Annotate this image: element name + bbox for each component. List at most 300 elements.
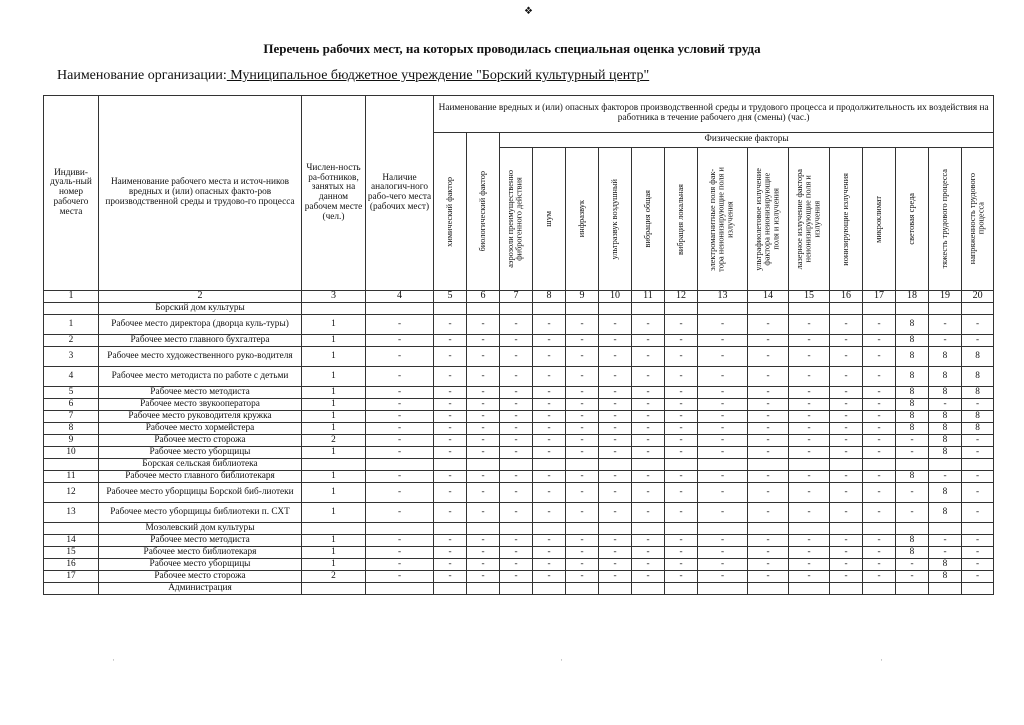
factor-cell: - xyxy=(896,483,929,503)
section-cell xyxy=(789,523,830,535)
row-analog: - xyxy=(366,447,434,459)
factor-cell: - xyxy=(632,423,665,435)
factor-cell: - xyxy=(863,435,896,447)
factor-cell: - xyxy=(434,315,467,335)
column-number: 18 xyxy=(896,291,929,303)
row-number: 15 xyxy=(44,547,99,559)
section-cell xyxy=(632,523,665,535)
factor-header-13: электромагнитные поля фак- тора неионизирующие поля и излучения xyxy=(698,148,748,291)
factor-cell: - xyxy=(748,411,789,423)
section-cell xyxy=(44,523,99,535)
factor-cell: 8 xyxy=(896,347,929,367)
factor-cell: - xyxy=(467,471,500,483)
row-analog: - xyxy=(366,483,434,503)
factor-cell: - xyxy=(929,471,962,483)
row-name: Рабочее место главного библиотекаря xyxy=(99,471,302,483)
factor-cell: - xyxy=(467,447,500,459)
factor-cell: - xyxy=(533,347,566,367)
factor-header-17: микроклимат xyxy=(863,148,896,291)
factor-cell: - xyxy=(665,387,698,399)
section-cell xyxy=(500,303,533,315)
row-name: Рабочее место звукооператора xyxy=(99,399,302,411)
factor-cell: - xyxy=(566,503,599,523)
section-title: Борский дом культуры xyxy=(99,303,302,315)
section-cell xyxy=(962,583,994,595)
row-analog: - xyxy=(366,471,434,483)
factor-cell: - xyxy=(789,559,830,571)
table-row xyxy=(44,347,994,367)
factor-cell: - xyxy=(748,315,789,335)
factor-cell: 8 xyxy=(896,547,929,559)
section-cell xyxy=(44,303,99,315)
row-name: Рабочее место методиста по работе с детьми xyxy=(99,367,302,387)
factor-cell: - xyxy=(929,315,962,335)
factor-cell: - xyxy=(830,315,863,335)
factor-cell: - xyxy=(566,423,599,435)
factor-cell: - xyxy=(789,367,830,387)
factor-cell: - xyxy=(962,335,994,347)
factor-cell: - xyxy=(434,503,467,523)
factor-cell: - xyxy=(665,399,698,411)
table-row xyxy=(44,547,994,559)
row-number: 5 xyxy=(44,387,99,399)
factor-cell: - xyxy=(830,535,863,547)
factor-cell: - xyxy=(467,435,500,447)
section-cell xyxy=(500,583,533,595)
factor-cell: - xyxy=(789,347,830,367)
factor-cell: - xyxy=(665,447,698,459)
table-row xyxy=(44,387,994,399)
factor-cell: - xyxy=(698,387,748,399)
organization-value: Муниципальное бюджетное учреждение "Борский культурный центр" xyxy=(226,68,650,83)
section-cell xyxy=(366,459,434,471)
factor-cell: - xyxy=(830,367,863,387)
col-header-number: Индиви-дуаль-ный номер рабочего места xyxy=(44,96,99,291)
factor-cell: - xyxy=(748,435,789,447)
row-name: Рабочее место хормейстера xyxy=(99,423,302,435)
section-cell xyxy=(44,459,99,471)
factor-cell: - xyxy=(434,547,467,559)
factor-cell: - xyxy=(665,315,698,335)
section-cell xyxy=(896,583,929,595)
section-cell xyxy=(789,303,830,315)
factor-cell: - xyxy=(698,423,748,435)
section-cell xyxy=(366,583,434,595)
factor-cell: - xyxy=(962,559,994,571)
factor-cell: - xyxy=(533,411,566,423)
factor-cell: - xyxy=(748,447,789,459)
factor-cell: - xyxy=(500,399,533,411)
factor-cell: - xyxy=(467,411,500,423)
row-number: 4 xyxy=(44,367,99,387)
column-number: 17 xyxy=(863,291,896,303)
column-number: 15 xyxy=(789,291,830,303)
factor-cell: - xyxy=(748,483,789,503)
factor-cell: - xyxy=(863,447,896,459)
factors-header: Наименование вредных и (или) опасных факторов производственной среды и трудового процесса и продолжительность их воздействия на работника в течение рабочего дня (смены) (час.) xyxy=(434,96,994,133)
factor-cell: - xyxy=(896,571,929,583)
column-number: 1 xyxy=(44,291,99,303)
section-cell xyxy=(434,303,467,315)
factor-cell: - xyxy=(962,571,994,583)
factor-cell: 8 xyxy=(929,423,962,435)
factor-cell: - xyxy=(698,559,748,571)
factor-cell: - xyxy=(929,535,962,547)
factor-cell: - xyxy=(830,471,863,483)
factor-cell: - xyxy=(830,423,863,435)
organization-line xyxy=(57,68,649,84)
factor-cell: - xyxy=(500,367,533,387)
factor-cell: 8 xyxy=(929,387,962,399)
factor-cell: - xyxy=(665,559,698,571)
factor-cell: - xyxy=(533,335,566,347)
factor-cell: - xyxy=(632,483,665,503)
section-title: Борская сельская библиотека xyxy=(99,459,302,471)
factor-header-20: напряженность трудового процесса xyxy=(962,148,994,291)
factor-cell: - xyxy=(962,315,994,335)
factor-cell: - xyxy=(789,411,830,423)
column-number: 14 xyxy=(748,291,789,303)
section-cell xyxy=(467,459,500,471)
factor-cell: 8 xyxy=(962,367,994,387)
section-cell xyxy=(929,303,962,315)
factor-cell: - xyxy=(929,547,962,559)
row-count: 2 xyxy=(302,435,366,447)
factor-cell: - xyxy=(632,367,665,387)
section-cell xyxy=(896,459,929,471)
section-cell xyxy=(632,303,665,315)
factor-cell: - xyxy=(566,335,599,347)
table-row xyxy=(44,447,994,459)
row-number: 2 xyxy=(44,335,99,347)
factor-cell: - xyxy=(566,387,599,399)
factor-cell: 8 xyxy=(962,347,994,367)
section-cell xyxy=(434,523,467,535)
factor-header-18: световая среда xyxy=(896,148,929,291)
factor-cell: - xyxy=(533,315,566,335)
section-cell xyxy=(929,583,962,595)
factor-cell: - xyxy=(962,471,994,483)
row-count: 1 xyxy=(302,315,366,335)
section-cell xyxy=(467,523,500,535)
table-row xyxy=(44,367,994,387)
factor-cell: - xyxy=(599,315,632,335)
factor-cell: - xyxy=(599,335,632,347)
section-cell xyxy=(467,303,500,315)
factor-cell: - xyxy=(830,547,863,559)
section-cell xyxy=(698,303,748,315)
factor-cell: - xyxy=(599,471,632,483)
factor-cell: - xyxy=(599,387,632,399)
factor-cell: - xyxy=(500,411,533,423)
factor-cell: - xyxy=(748,503,789,523)
section-cell xyxy=(500,459,533,471)
factor-cell: - xyxy=(533,447,566,459)
factor-cell: - xyxy=(500,571,533,583)
factor-cell: - xyxy=(789,315,830,335)
factor-cell: - xyxy=(566,367,599,387)
section-cell xyxy=(665,459,698,471)
row-analog: - xyxy=(366,399,434,411)
factor-cell: - xyxy=(830,435,863,447)
factor-cell: - xyxy=(500,347,533,367)
section-cell xyxy=(632,459,665,471)
factor-cell: - xyxy=(830,559,863,571)
factor-header-8: шум xyxy=(533,148,566,291)
factor-cell: - xyxy=(467,315,500,335)
factor-cell: - xyxy=(500,559,533,571)
factor-cell: - xyxy=(830,483,863,503)
section-cell xyxy=(665,523,698,535)
factor-cell: - xyxy=(533,435,566,447)
factor-cell: - xyxy=(632,559,665,571)
factor-cell: - xyxy=(533,535,566,547)
factor-cell: - xyxy=(467,483,500,503)
table-row xyxy=(44,335,994,347)
table-row xyxy=(44,411,994,423)
section-cell xyxy=(302,523,366,535)
section-cell xyxy=(302,459,366,471)
table-row xyxy=(44,435,994,447)
row-number: 3 xyxy=(44,347,99,367)
factor-cell: - xyxy=(863,347,896,367)
factor-cell: - xyxy=(896,559,929,571)
section-cell xyxy=(44,583,99,595)
factor-cell: - xyxy=(566,547,599,559)
factor-cell: - xyxy=(500,471,533,483)
page-mark: ❖ xyxy=(524,6,533,17)
section-cell xyxy=(599,523,632,535)
factor-cell: - xyxy=(789,447,830,459)
row-name: Рабочее место руководителя кружка xyxy=(99,411,302,423)
row-number: 1 xyxy=(44,315,99,335)
row-number: 6 xyxy=(44,399,99,411)
column-number: 16 xyxy=(830,291,863,303)
factor-cell: - xyxy=(896,447,929,459)
factor-cell: - xyxy=(698,447,748,459)
factor-cell: - xyxy=(566,447,599,459)
row-analog: - xyxy=(366,571,434,583)
factor-cell: - xyxy=(533,503,566,523)
factor-cell: - xyxy=(599,347,632,367)
factor-cell: - xyxy=(599,447,632,459)
section-cell xyxy=(896,523,929,535)
section-cell xyxy=(789,459,830,471)
row-count: 1 xyxy=(302,335,366,347)
factor-cell: - xyxy=(863,503,896,523)
row-count: 1 xyxy=(302,547,366,559)
factor-header-14: ультрафиолетовое излучение фактора неионизирующие поля и излучения xyxy=(748,148,789,291)
factor-cell: 8 xyxy=(962,423,994,435)
section-cell xyxy=(533,303,566,315)
table-row xyxy=(44,559,994,571)
factor-cell: - xyxy=(599,547,632,559)
factor-cell: - xyxy=(434,399,467,411)
factor-cell: - xyxy=(665,411,698,423)
section-cell xyxy=(500,523,533,535)
factor-cell: 8 xyxy=(962,411,994,423)
factor-cell: - xyxy=(467,347,500,367)
factor-cell: - xyxy=(863,423,896,435)
column-number: 19 xyxy=(929,291,962,303)
factor-cell: - xyxy=(434,483,467,503)
row-name: Рабочее место сторожа xyxy=(99,571,302,583)
factor-cell: - xyxy=(500,447,533,459)
factor-cell: - xyxy=(698,399,748,411)
factor-header-10: ультразвук воздушный xyxy=(599,148,632,291)
factor-cell: - xyxy=(863,399,896,411)
factor-cell: - xyxy=(533,547,566,559)
row-count: 1 xyxy=(302,471,366,483)
factor-cell: - xyxy=(434,447,467,459)
section-row xyxy=(44,523,994,535)
factor-cell: - xyxy=(599,367,632,387)
factor-cell: - xyxy=(789,335,830,347)
factor-cell: - xyxy=(962,503,994,523)
column-number: 11 xyxy=(632,291,665,303)
factor-cell: - xyxy=(698,471,748,483)
factor-cell: - xyxy=(748,347,789,367)
factor-cell: - xyxy=(830,399,863,411)
factor-cell: - xyxy=(467,571,500,583)
factor-cell: - xyxy=(599,559,632,571)
section-cell xyxy=(830,583,863,595)
factor-cell: - xyxy=(665,571,698,583)
factor-cell: - xyxy=(533,571,566,583)
factor-cell: - xyxy=(698,367,748,387)
section-cell xyxy=(830,459,863,471)
factor-cell: - xyxy=(665,423,698,435)
section-cell xyxy=(632,583,665,595)
factor-cell: - xyxy=(566,347,599,367)
row-name: Рабочее место уборщицы xyxy=(99,447,302,459)
factor-cell: - xyxy=(632,315,665,335)
section-cell xyxy=(698,583,748,595)
factor-cell: - xyxy=(599,399,632,411)
section-cell xyxy=(566,583,599,595)
factor-cell: - xyxy=(748,423,789,435)
factor-cell: - xyxy=(863,559,896,571)
row-count: 2 xyxy=(302,571,366,583)
section-cell xyxy=(830,303,863,315)
factor-header-12: вибрация локальная xyxy=(665,148,698,291)
factor-cell: - xyxy=(599,483,632,503)
factor-cell: - xyxy=(500,503,533,523)
factor-cell: - xyxy=(632,571,665,583)
factor-cell: - xyxy=(566,411,599,423)
factor-cell: 8 xyxy=(896,423,929,435)
factor-header-9: инфразвук xyxy=(566,148,599,291)
factor-cell: - xyxy=(632,387,665,399)
section-title: Администрация xyxy=(99,583,302,595)
column-number: 13 xyxy=(698,291,748,303)
factor-cell: - xyxy=(962,435,994,447)
row-count: 1 xyxy=(302,423,366,435)
section-cell xyxy=(863,303,896,315)
section-cell xyxy=(566,523,599,535)
section-cell xyxy=(929,523,962,535)
table-row xyxy=(44,483,994,503)
factor-cell: - xyxy=(789,399,830,411)
factor-cell: - xyxy=(566,535,599,547)
section-row xyxy=(44,583,994,595)
factor-cell: - xyxy=(500,547,533,559)
factor-cell: - xyxy=(566,471,599,483)
factor-cell: - xyxy=(665,335,698,347)
section-cell xyxy=(863,583,896,595)
factor-cell: - xyxy=(533,483,566,503)
factor-cell: - xyxy=(434,335,467,347)
section-cell xyxy=(789,583,830,595)
factor-cell: - xyxy=(863,367,896,387)
factor-cell: - xyxy=(789,471,830,483)
factor-cell: 8 xyxy=(896,367,929,387)
factor-cell: 8 xyxy=(929,435,962,447)
factor-cell: - xyxy=(896,435,929,447)
factor-cell: - xyxy=(434,471,467,483)
factor-cell: - xyxy=(467,547,500,559)
factor-cell: 8 xyxy=(896,411,929,423)
factor-cell: - xyxy=(434,411,467,423)
table-row xyxy=(44,315,994,335)
factor-cell: 8 xyxy=(896,387,929,399)
factor-cell: - xyxy=(632,347,665,367)
column-number: 2 xyxy=(99,291,302,303)
section-cell xyxy=(533,523,566,535)
section-cell xyxy=(599,583,632,595)
factor-cell: - xyxy=(533,423,566,435)
factor-cell: 8 xyxy=(896,471,929,483)
column-number: 4 xyxy=(366,291,434,303)
factor-cell: - xyxy=(665,347,698,367)
section-cell xyxy=(434,583,467,595)
factor-cell: - xyxy=(434,559,467,571)
section-cell xyxy=(698,459,748,471)
factor-cell: - xyxy=(566,559,599,571)
section-cell xyxy=(962,459,994,471)
section-cell xyxy=(748,303,789,315)
factor-cell: - xyxy=(500,387,533,399)
section-cell xyxy=(434,459,467,471)
table-row xyxy=(44,535,994,547)
factor-cell: - xyxy=(599,411,632,423)
column-number: 20 xyxy=(962,291,994,303)
row-analog: - xyxy=(366,387,434,399)
factor-cell: - xyxy=(830,571,863,583)
row-name: Рабочее место уборщицы библиотеки п. СХТ xyxy=(99,503,302,523)
scan-dot: · xyxy=(112,655,115,665)
factor-cell: - xyxy=(748,571,789,583)
factor-cell: - xyxy=(566,315,599,335)
table-row xyxy=(44,503,994,523)
section-row xyxy=(44,303,994,315)
factor-cell: - xyxy=(789,423,830,435)
column-number: 10 xyxy=(599,291,632,303)
factor-cell: - xyxy=(566,571,599,583)
factor-cell: - xyxy=(962,447,994,459)
column-number: 7 xyxy=(500,291,533,303)
section-cell xyxy=(599,303,632,315)
factor-cell: - xyxy=(533,367,566,387)
factor-header-11: вибрация общая xyxy=(632,148,665,291)
table-row xyxy=(44,423,994,435)
factor-cell: - xyxy=(748,559,789,571)
organization-label: Наименование организации: xyxy=(57,68,227,83)
section-cell xyxy=(533,459,566,471)
row-name: Рабочее место главного бухгалтера xyxy=(99,335,302,347)
row-analog: - xyxy=(366,535,434,547)
section-cell xyxy=(896,303,929,315)
